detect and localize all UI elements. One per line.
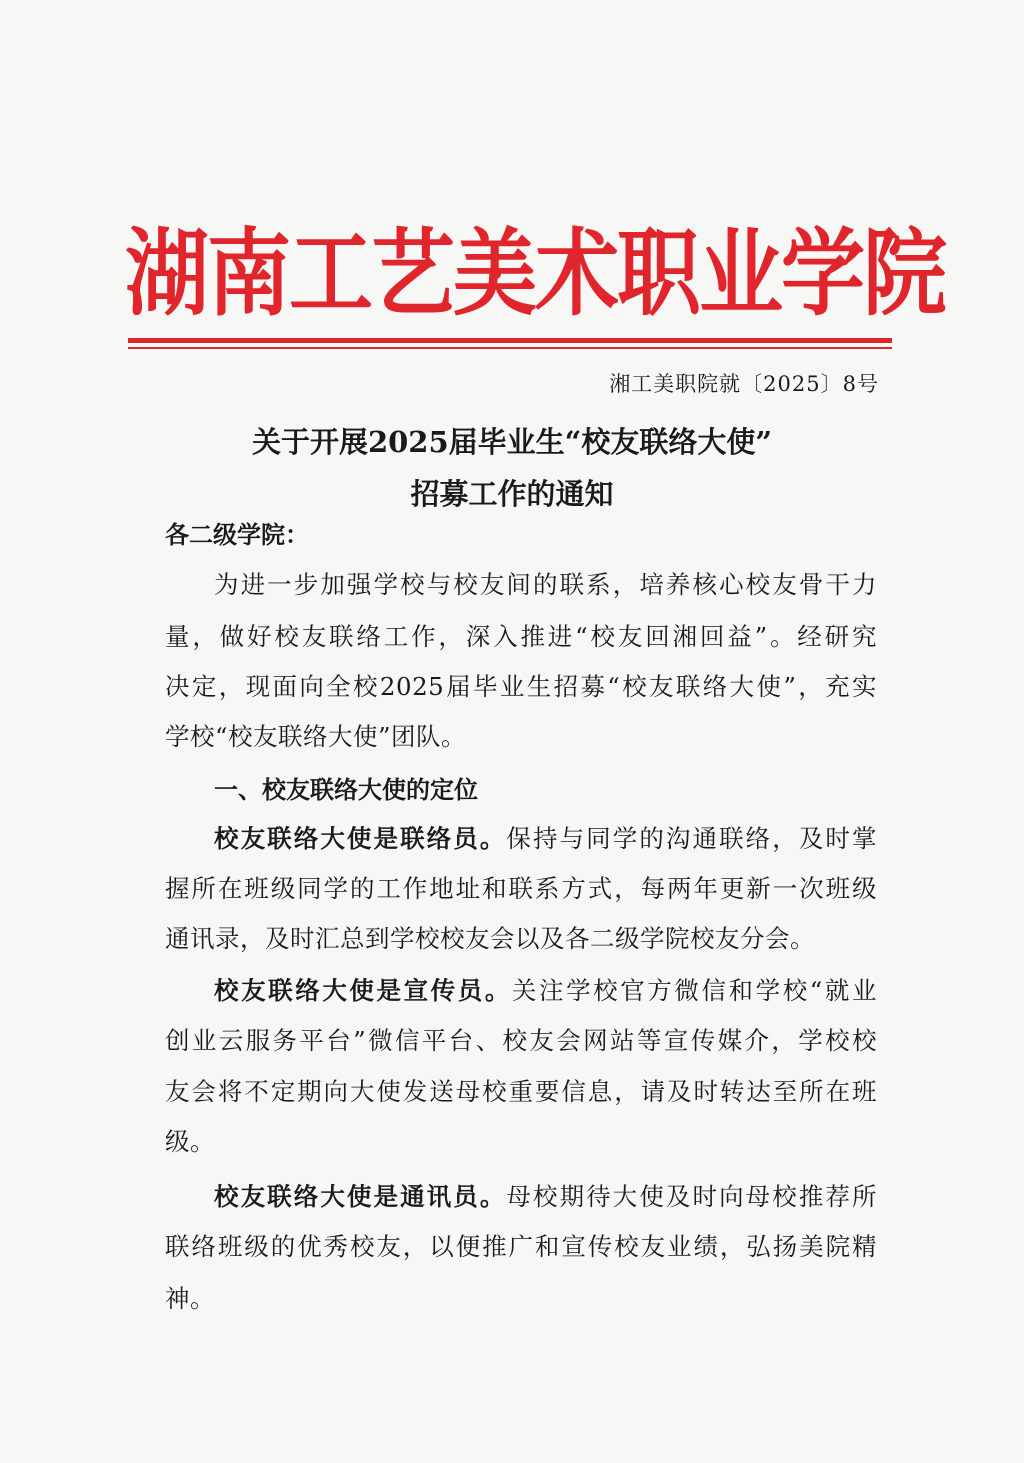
- salutation: 各二级学院：: [165, 521, 309, 549]
- role-publicity-text: 关注学校官方微信和学校“就业: [511, 976, 877, 1005]
- intro-line-3: 决定，现面向全校2025届毕业生招募“校友联络大使”，充实: [165, 672, 877, 701]
- notice-title-line-2: 招募工作的通知: [410, 477, 614, 511]
- document-number: 湘工美职院就〔2025〕8号: [609, 372, 879, 396]
- intro-line-1: 为进一步加强学校与校友间的联系，培养核心校友骨干力: [214, 570, 877, 599]
- intro-line-4: 学校“校友联络大使”团队。: [165, 722, 467, 751]
- role-liaison-lead: 校友联络大使是联络员。: [214, 824, 507, 853]
- role-correspondent-line-2: 联络班级的优秀校友，以便推广和宣传校友业绩，弘扬美院精: [165, 1232, 877, 1261]
- role-correspondent-line-1: [214, 1178, 877, 1213]
- role-publicity-lead: 校友联络大使是宣传员。: [214, 976, 512, 1005]
- role-publicity-line-2: 创业云服务平台”微信平台、校友会网站等宣传媒介，学校校: [165, 1026, 877, 1055]
- role-publicity-line-3: 友会将不定期向大使发送母校重要信息，请及时转达至所在班: [165, 1077, 877, 1106]
- section-1-heading: 一、校友联络大使的定位: [214, 776, 478, 804]
- masthead-thick-rule: [128, 338, 892, 343]
- role-publicity-line-1: [214, 972, 877, 1007]
- institution-masthead: 湖南工艺美术职业学院: [125, 218, 946, 329]
- masthead-thin-rule: [128, 347, 892, 349]
- role-publicity-line-4: 级。: [165, 1127, 215, 1156]
- role-correspondent-line-3: 神。: [165, 1284, 215, 1313]
- role-liaison-line-2: 握所在班级同学的工作地址和联系方式，每两年更新一次班级: [165, 874, 877, 903]
- role-liaison-text: 保持与同学的沟通联络，及时掌: [506, 824, 878, 853]
- notice-title-line-1: 关于开展2025届毕业生“校友联络大使”: [251, 425, 773, 459]
- role-liaison-line-3: 通讯录，及时汇总到学校校友会以及各二级学院校友分会。: [165, 924, 815, 953]
- role-correspondent-text: 母校期待大使及时向母校推荐所: [506, 1182, 878, 1211]
- intro-line-2: 量，做好校友联络工作，深入推进“校友回湘回益”。经研究: [165, 622, 877, 651]
- role-liaison-line-1: [214, 820, 877, 855]
- role-correspondent-lead: 校友联络大使是通讯员。: [214, 1182, 507, 1211]
